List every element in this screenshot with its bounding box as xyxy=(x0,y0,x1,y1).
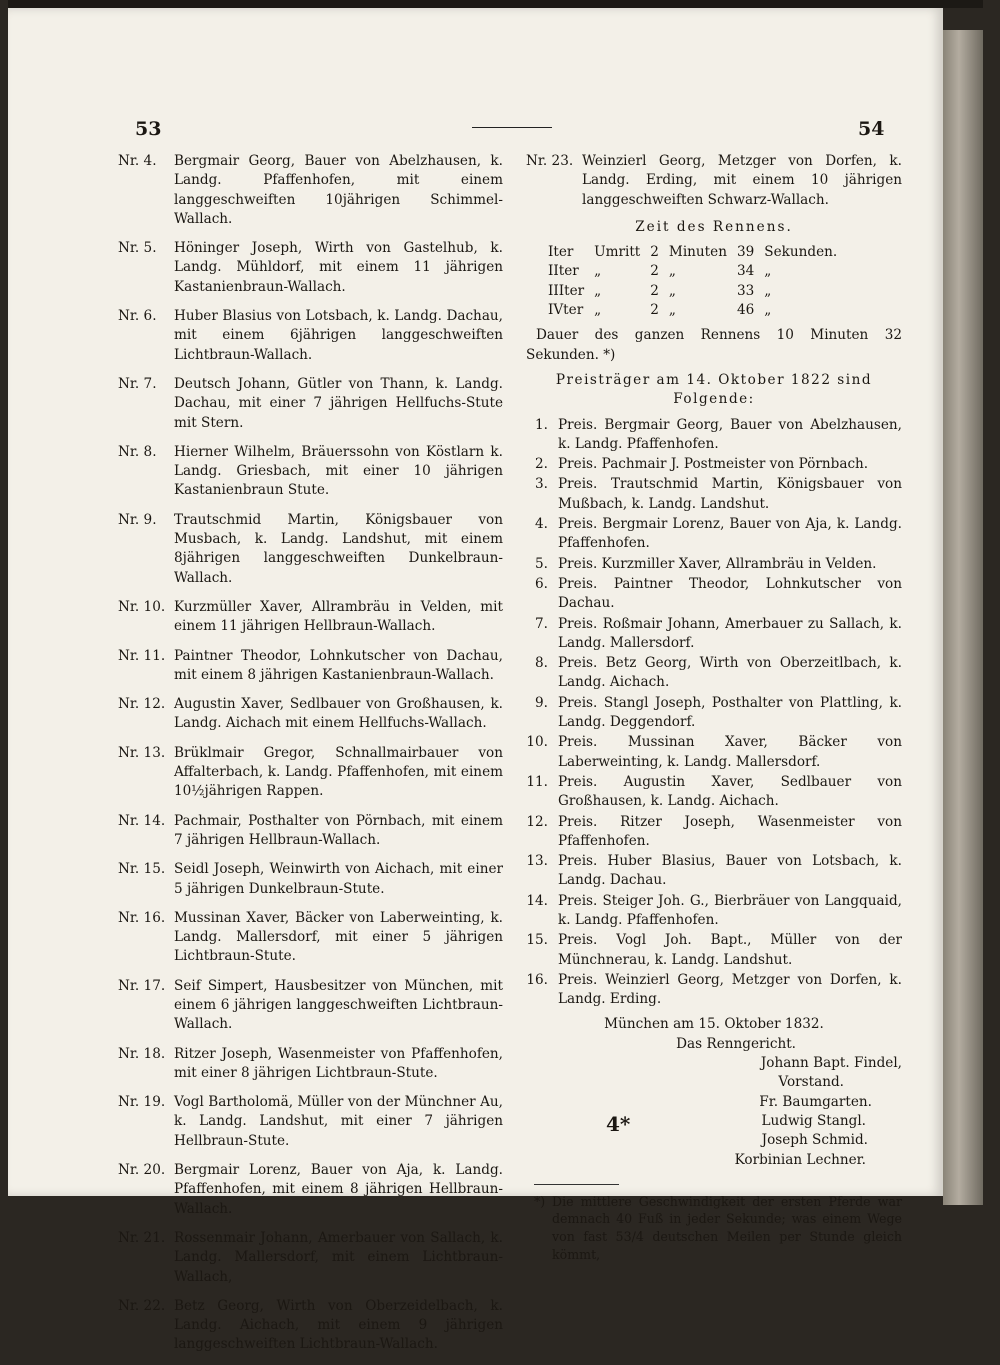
entry xyxy=(118,744,503,802)
prize-item xyxy=(526,694,902,733)
prize-number: 12. xyxy=(526,813,548,830)
prize-number: 4. xyxy=(535,516,548,533)
entry-number: Nr. 4. xyxy=(118,153,157,169)
prize-item xyxy=(526,773,902,812)
footnote-text: Die mittlere Geschwindigkeit der ersten Pferde war demnach 40 Fuß in jeder Sekunde; was einem Wege von fast 53/4 deutschen Meilen per Stunde gleich kömmt, xyxy=(552,1193,902,1262)
lap-minutes-unit: „ xyxy=(668,302,676,319)
entry-number: Nr. 7. xyxy=(118,375,157,392)
lap-row xyxy=(548,282,847,301)
prize-item xyxy=(526,515,902,554)
prize-text: Preis. Pachmair J. Postmeister von Pörnbach. xyxy=(558,456,869,473)
scan-border-top xyxy=(8,0,983,8)
footnote-rule xyxy=(534,1184,619,1185)
lap-seconds: 39 xyxy=(736,244,755,261)
page-number-right: 54 xyxy=(858,118,885,140)
prize-text: Preis. Ritzer Joseph, Wasenmeister von Pfaffenhofen. xyxy=(558,813,902,849)
entry-text: Kurzmüller Xaver, Allrambräu in Velden, mit einem 11 jährigen Hellbraun-Wallach. xyxy=(174,598,503,635)
prize-text: Preis. Paintner Theodor, Lohnkutscher von Dachau. xyxy=(558,575,902,612)
entry xyxy=(118,1229,503,1287)
entry xyxy=(118,511,503,588)
winners-heading: Preisträger am 14. Oktober 1822 sind Folgende: xyxy=(555,371,873,408)
entry-number: Nr. 8. xyxy=(118,443,157,460)
entry-text: Seif Simpert, Hausbesitzer von München, mit einem 6 jährigen langgeschweiften Lichtbraun-Wallach. xyxy=(174,977,503,1033)
lap-label: IVter xyxy=(548,302,584,319)
lap-row xyxy=(548,301,847,320)
prize-number: 16. xyxy=(526,971,548,988)
lap-seconds: 34 xyxy=(736,263,755,280)
lap-word: „ xyxy=(594,282,602,299)
entry-number: Nr. 10. xyxy=(118,598,166,615)
prize-text: Preis. Kurzmiller Xaver, Allrambräu in Velden. xyxy=(558,555,877,572)
prize-text: Preis. Roßmair Johann, Amerbauer zu Sallach, k. Landg. Mallersdorf. xyxy=(558,615,902,651)
prize-text: Preis. Augustin Xaver, Sedlbauer von Großhausen, k. Landg. Aichach. xyxy=(558,773,902,810)
entry xyxy=(118,1297,503,1355)
prize-text: Preis. Steiger Joh. G., Bierbräuer von Langquaid, k. Landg. Pfaffenhofen. xyxy=(558,892,902,928)
prize-item xyxy=(526,455,902,474)
lap-minutes: 2 xyxy=(650,263,659,280)
lap-word: Umritt xyxy=(594,244,641,261)
entry xyxy=(118,1093,503,1151)
entry-text: Deutsch Johann, Gütler von Thann, k. Landg. Dachau, mit einer 7 jährigen Hellfuchs-Stute mit Stern. xyxy=(174,375,503,431)
entry-text: Paintner Theodor, Lohnkutscher von Dachau, mit einem 8 jährigen Kastanienbraun-Wallach. xyxy=(174,647,503,683)
prize-number: 3. xyxy=(535,476,548,493)
court-name: Das Renngericht. xyxy=(676,1035,796,1052)
prize-item xyxy=(526,654,902,693)
book-edge xyxy=(943,30,983,1205)
left-column xyxy=(118,152,503,1365)
entry-number: Nr. 18. xyxy=(118,1045,166,1062)
prize-item xyxy=(526,892,902,931)
lap-seconds-unit: „ xyxy=(764,263,772,280)
entry xyxy=(118,598,503,637)
entry-number: Nr. 19. xyxy=(118,1094,166,1111)
entry xyxy=(118,860,503,899)
prize-number: 11. xyxy=(526,773,548,790)
lap-minutes-unit: „ xyxy=(668,263,676,280)
lap-label: IIIter xyxy=(548,282,585,299)
prize-item xyxy=(526,813,902,852)
signature-mark: 4* xyxy=(606,1112,631,1136)
prize-text: Preis. Trautschmid Martin, Königsbauer von Mußbach, k. Landg. Landshut. xyxy=(558,476,902,512)
prize-number: 9. xyxy=(535,694,548,711)
prize-item xyxy=(526,416,902,455)
entry-number: Nr. 21. xyxy=(118,1229,166,1246)
prize-item xyxy=(526,852,902,891)
prize-number: 14. xyxy=(526,892,548,909)
entry-text: Rossenmair Johann, Amerbauer von Sallach, k. Landg. Mallersdorf, mit einem Lichtbraun-Wallach, xyxy=(174,1229,503,1285)
entry-number: Nr. 6. xyxy=(118,308,157,325)
entry xyxy=(118,647,503,686)
header-rule xyxy=(472,127,552,128)
place-date: München am 15. Oktober 1832. xyxy=(604,1016,824,1033)
race-time-heading: Zeit des Rennens. xyxy=(635,218,793,235)
signatory: Ludwig Stangl. xyxy=(761,1112,866,1129)
prize-item xyxy=(526,475,902,514)
entry-text: Brüklmair Gregor, Schnallmairbauer von Affalterbach, k. Landg. Pfaffenhofen, mit einem 10½jährigen Rappen. xyxy=(174,744,503,800)
entry xyxy=(118,152,503,229)
footnote-mark: *) xyxy=(534,1193,546,1209)
prize-text: Preis. Huber Blasius, Bauer von Lotsbach, k. Landg. Dachau. xyxy=(558,853,902,889)
lap-word: „ xyxy=(594,263,602,280)
entry-number: Nr. 14. xyxy=(118,812,166,829)
prize-number: 5. xyxy=(535,555,548,572)
entry-text: Trautschmid Martin, Königsbauer von Musbach, k. Landg. Landshut, mit einem 8jährigen langgeschweiften Dunkelbraun-Wallach. xyxy=(174,511,503,586)
prize-number: 10. xyxy=(526,734,548,751)
prize-number: 7. xyxy=(535,615,548,632)
entry-text: Weinzierl Georg, Metzger von Dorfen, k. Landg. Erding, mit einem 10 jährigen langgeschweiften Schwarz-Wallach. xyxy=(582,153,902,208)
entry xyxy=(118,695,503,734)
lap-seconds-unit: „ xyxy=(764,302,772,319)
lap-label: Iter xyxy=(548,244,574,261)
prize-item xyxy=(526,971,902,1010)
prize-text: Preis. Weinzierl Georg, Metzger von Dorfen, k. Landg. Erding. xyxy=(558,971,902,1008)
entry-text: Bergmair Lorenz, Bauer von Aja, k. Landg. Pfaffenhofen, mit einem 8 jährigen Hellbraun-Wallach. xyxy=(174,1162,503,1217)
prize-item xyxy=(526,733,902,772)
entry xyxy=(526,152,902,210)
entry-text: Mussinan Xaver, Bäcker von Laberweinting, k. Landg. Mallersdorf, mit einer 5 jährigen Lichtbraun-Stute. xyxy=(174,909,503,965)
entry-number: Nr. 11. xyxy=(118,647,166,664)
entry-text: Augustin Xaver, Sedlbauer von Großhausen, k. Landg. Aichach mit einem Hellfuchs-Wallach. xyxy=(174,696,503,732)
entry-number: Nr. 12. xyxy=(118,696,166,713)
entry-text: Bergmair Georg, Bauer von Abelzhausen, k. Landg. Pfaffenhofen, mit einem langgeschweiften 10jährigen Schimmel-Wallach. xyxy=(174,153,503,227)
entry-text: Betz Georg, Wirth von Oberzeidelbach, k. Landg. Aichach, mit einem 9 jährigen langgeschweiften Lichtbraun-Wallach. xyxy=(174,1297,503,1353)
prize-number: 1. xyxy=(535,416,548,433)
entry xyxy=(118,909,503,967)
entry-number: Nr. 13. xyxy=(118,744,166,761)
entry xyxy=(118,812,503,851)
entry-number: Nr. 15. xyxy=(118,861,166,878)
entry-text: Seidl Joseph, Weinwirth von Aichach, mit einer 5 jährigen Dunkelbraun-Stute. xyxy=(174,861,503,897)
prize-item xyxy=(526,555,902,574)
signatory: Johann Bapt. Findel, xyxy=(760,1055,902,1072)
prize-text: Preis. Betz Georg, Wirth von Oberzeitlbach, k. Landg. Aichach. xyxy=(558,655,902,691)
entry-number: Nr. 9. xyxy=(118,511,157,528)
lap-label: IIter xyxy=(548,263,579,280)
lap-minutes: 2 xyxy=(650,302,659,319)
prize-text: Preis. Vogl Joh. Bapt., Müller von der Münchnerau, k. Landg. Landshut. xyxy=(558,932,902,968)
lap-seconds-unit: „ xyxy=(764,282,772,299)
lap-minutes: 2 xyxy=(650,244,659,261)
prize-text: Preis. Mussinan Xaver, Bäcker von Laberweinting, k. Landg. Mallersdorf. xyxy=(558,734,902,770)
lap-row xyxy=(548,243,847,262)
entry-number: Nr. 5. xyxy=(118,240,157,257)
entry xyxy=(118,375,503,433)
prize-number: 8. xyxy=(535,655,548,672)
lap-seconds: 46 xyxy=(736,302,755,319)
lap-row xyxy=(548,262,847,281)
prize-text: Preis. Bergmair Georg, Bauer von Abelzhausen, k. Landg. Pfaffenhofen. xyxy=(558,416,902,452)
entry-number: Nr. 16. xyxy=(118,909,166,926)
entry-text: Ritzer Joseph, Wasenmeister von Pfaffenhofen, mit einer 8 jährigen Lichtbraun-Stute. xyxy=(174,1045,503,1081)
entry xyxy=(118,239,503,297)
total-duration: Dauer des ganzen Rennens 10 Minuten 32 Sekunden. *) xyxy=(526,327,902,363)
page-number-left: 53 xyxy=(135,118,162,140)
lap-minutes-unit: Minuten xyxy=(668,244,727,261)
signatory: Korbinian Lechner. xyxy=(734,1151,866,1168)
entry-number: Nr. 23. xyxy=(526,153,574,169)
signatory: Fr. Baumgarten. xyxy=(759,1093,872,1110)
lap-seconds-unit: Sekunden. xyxy=(764,244,838,261)
prize-item xyxy=(526,575,902,614)
prize-text: Preis. Stangl Joseph, Posthalter von Plattling, k. Landg. Deggendorf. xyxy=(558,694,902,731)
entry xyxy=(118,1161,503,1219)
entry-text: Huber Blasius von Lotsbach, k. Landg. Dachau, mit einem 6jährigen langgeschweiften Lichtbraun-Wallach. xyxy=(174,308,503,363)
entry-number: Nr. 20. xyxy=(118,1162,166,1179)
entry xyxy=(118,307,503,365)
lap-seconds: 33 xyxy=(736,282,755,299)
entry-number: Nr. 22. xyxy=(118,1297,166,1314)
entry xyxy=(118,443,503,501)
prize-item xyxy=(526,931,902,970)
signatory-title: Vorstand. xyxy=(778,1074,844,1091)
prize-text: Preis. Bergmair Lorenz, Bauer von Aja, k. Landg. Pfaffenhofen. xyxy=(558,516,902,552)
prize-number: 2. xyxy=(535,456,548,473)
entry-text: Vogl Bartholomä, Müller von der Münchner Au, k. Landg. Landshut, mit einer 7 jährigen Hellbraun-Stute. xyxy=(174,1094,503,1149)
prize-number: 13. xyxy=(526,853,548,870)
lap-word: „ xyxy=(594,302,602,319)
lap-minutes-unit: „ xyxy=(668,282,676,299)
prize-number: 6. xyxy=(535,575,548,592)
entry-number: Nr. 17. xyxy=(118,977,166,994)
prize-number: 15. xyxy=(526,932,548,949)
entry-text: Höninger Joseph, Wirth von Gastelhub, k. Landg. Mühldorf, mit einem 11 jährigen Kastanienbraun-Wallach. xyxy=(174,240,503,295)
lap-minutes: 2 xyxy=(650,282,659,299)
entry xyxy=(118,977,503,1035)
signatory: Joseph Schmid. xyxy=(761,1132,868,1149)
entry-text: Pachmair, Posthalter von Pörnbach, mit einem 7 jährigen Hellbraun-Wallach. xyxy=(174,812,503,848)
footnote xyxy=(526,1193,902,1263)
right-column xyxy=(526,152,902,1263)
entry xyxy=(118,1045,503,1084)
lap-times-table xyxy=(548,243,847,320)
prize-item xyxy=(526,615,902,654)
entry-text: Hierner Wilhelm, Bräuerssohn von Köstlarn k. Landg. Griesbach, mit einer 10 jährigen Kastanienbraun Stute. xyxy=(174,443,503,499)
